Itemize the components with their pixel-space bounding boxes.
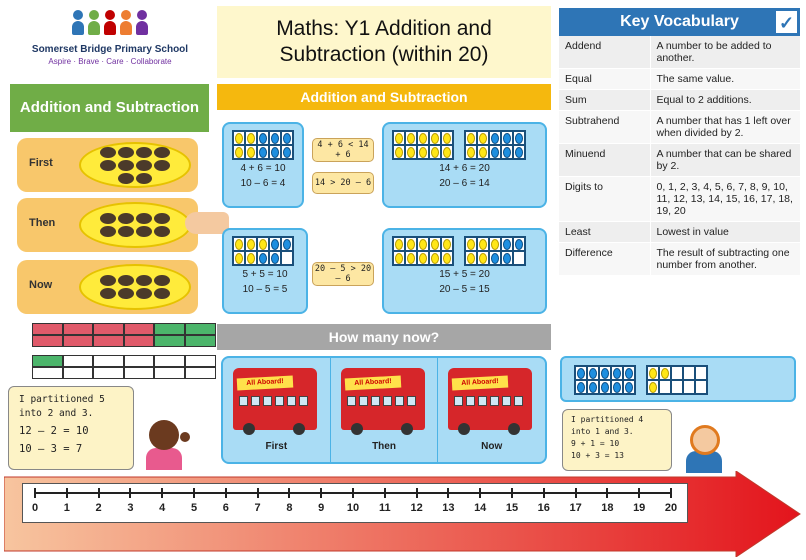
comparison-3: 20 – 5 > 20 – 6 (312, 262, 374, 286)
cookie-icon (118, 173, 134, 184)
number-line-tick (161, 488, 163, 498)
blue-counter-icon (515, 133, 523, 144)
child-avatar (682, 425, 726, 473)
cookie-icon (118, 160, 134, 171)
yellow-counter-icon (443, 253, 451, 264)
blue-counter-icon (259, 133, 267, 144)
yellow-counter-icon (467, 133, 475, 144)
cookie-icon (100, 213, 116, 224)
vocabulary-row (559, 69, 800, 90)
child-avatar (140, 418, 190, 470)
yellow-counter-icon (467, 147, 475, 158)
bus-icon (448, 368, 532, 430)
bar-cell (63, 355, 94, 367)
cookie-icon (100, 160, 116, 171)
equation-1: 14 + 6 = 20 (439, 163, 490, 174)
yellow-counter-icon (479, 133, 487, 144)
vocabulary-definition: Lowest in value (650, 222, 800, 243)
cookie-icon (136, 288, 152, 299)
number-line-tick (34, 488, 36, 498)
number-line-tick (320, 488, 322, 498)
number-line-label: 13 (442, 502, 455, 514)
yellow-counter-icon (649, 382, 657, 393)
yellow-counter-icon (259, 239, 267, 250)
bubble-text: I partitioned 4 into 1 and 3. (571, 415, 644, 436)
yellow-counter-icon (491, 239, 499, 250)
blue-counter-icon (491, 253, 499, 264)
number-line-tick (352, 488, 354, 498)
number-line-tick (606, 488, 608, 498)
blue-counter-icon (515, 147, 523, 158)
bar-cell (154, 367, 185, 379)
number-line-tick (447, 488, 449, 498)
check-icon: ✓ (775, 10, 798, 34)
ten-frame-panel (382, 122, 547, 208)
stage-label: Now (29, 279, 53, 291)
blue-counter-icon (259, 253, 267, 264)
yellow-counter-icon (479, 253, 487, 264)
vocabulary-row (559, 90, 800, 111)
bar-cell (63, 367, 94, 379)
vocabulary-term: Equal (559, 69, 650, 90)
vocabulary-row (559, 222, 800, 243)
bar-cell (93, 355, 124, 367)
cookie-icon (136, 147, 152, 158)
yellow-counter-icon (419, 133, 427, 144)
vocabulary-term: Subtrahend (559, 111, 650, 144)
blue-counter-icon (625, 368, 633, 379)
equation-1: 15 + 5 = 20 (439, 269, 490, 280)
bar-cell (124, 367, 155, 379)
number-line-tick (225, 488, 227, 498)
vocabulary-definition: A number that can be shared by 2. (650, 144, 800, 177)
vocabulary-term: Minuend (559, 144, 650, 177)
bus-cell-first (223, 358, 331, 462)
plate-icon (79, 264, 191, 310)
logo-person-icon (104, 10, 116, 36)
yellow-counter-icon (443, 147, 451, 158)
blue-counter-icon (503, 147, 511, 158)
number-line-label: 15 (505, 502, 519, 514)
bus-sign: All Aboard! (344, 376, 401, 391)
blue-counter-icon (601, 368, 609, 379)
yellow-counter-icon (431, 133, 439, 144)
yellow-counter-icon (443, 133, 451, 144)
bus-label: Then (372, 441, 396, 452)
bar-model-bottom (32, 355, 216, 367)
yellow-counter-icon (431, 253, 439, 264)
blue-counter-icon (271, 147, 279, 158)
bar-cell (63, 323, 94, 335)
blue-counter-icon (283, 133, 291, 144)
bus-label: First (265, 441, 288, 452)
number-line-label: 4 (159, 502, 166, 514)
yellow-counter-icon (247, 147, 255, 158)
bar-cell (124, 355, 155, 367)
vocabulary-row (559, 111, 800, 144)
yellow-counter-icon (395, 239, 403, 250)
yellow-counter-icon (407, 253, 415, 264)
bar-cell (93, 323, 124, 335)
yellow-counter-icon (235, 147, 243, 158)
cookie-icon (154, 160, 170, 171)
bar-model-top (32, 323, 216, 335)
bar-cell (185, 335, 216, 347)
cookie-icon (154, 147, 170, 158)
title-line-1: Maths: Y1 Addition and (276, 16, 492, 40)
stage-label: First (29, 157, 53, 169)
number-line-label: 6 (222, 502, 229, 514)
number-line-tick (129, 488, 131, 498)
number-line-label: 20 (664, 502, 678, 514)
vocabulary-row (559, 243, 800, 276)
blue-counter-icon (283, 239, 291, 250)
blue-counter-icon (503, 253, 511, 264)
bar-model-top-row2 (32, 335, 216, 347)
vocabulary-term: Digits to (559, 177, 650, 222)
vocabulary-definition: 0, 1, 2, 3, 4, 5, 6, 7, 8, 9, 10, 11, 12, 13, 14, 15, 16, 17, 18, 19, 20 (650, 177, 800, 222)
yellow-counter-icon (247, 253, 255, 264)
cookie-icon (118, 147, 134, 158)
yellow-counter-icon (479, 147, 487, 158)
blue-counter-icon (589, 368, 597, 379)
number-line-tick (543, 488, 545, 498)
bus-icon (233, 368, 317, 430)
bus-icon (341, 368, 425, 430)
number-line-label: 9 (318, 502, 325, 514)
bar-cell (63, 335, 94, 347)
yellow-counter-icon (467, 239, 475, 250)
ten-frame (232, 130, 294, 160)
yellow-counter-icon (247, 239, 255, 250)
blue-counter-icon (577, 368, 585, 379)
number-line-tick (511, 488, 513, 498)
comparison-2: 14 > 20 – 6 (312, 172, 374, 194)
number-line-label: 19 (633, 502, 646, 514)
number-line-tick (66, 488, 68, 498)
logo-person-icon (88, 10, 100, 36)
ten-frame-panel (222, 122, 304, 208)
number-line-label: 18 (601, 502, 614, 514)
ten-frame (392, 130, 454, 160)
bus-cell-now (438, 358, 545, 462)
ten-frame (646, 365, 708, 395)
bubble-equation-2: 10 + 3 = 13 (571, 451, 624, 460)
yellow-counter-icon (407, 133, 415, 144)
number-line-label: 17 (569, 502, 582, 514)
cookie-icon (118, 275, 134, 286)
logo-person-icon (120, 10, 132, 36)
how-many-now-heading: How many now? (217, 324, 551, 350)
stage-label: Then (29, 217, 56, 229)
yellow-counter-icon (235, 133, 243, 144)
yellow-counter-icon (431, 239, 439, 250)
equation-2: 10 – 5 = 5 (242, 284, 288, 295)
bus-panel (221, 356, 547, 464)
blue-counter-icon (613, 368, 621, 379)
equation-2: 20 – 6 = 14 (439, 178, 490, 189)
bus-sign: All Aboard! (452, 376, 509, 391)
bubble-equation-2: 10 – 3 = 7 (19, 442, 83, 455)
page-title (217, 6, 551, 78)
bar-cell (32, 355, 63, 367)
vocabulary-definition: The same value. (650, 69, 800, 90)
vocabulary-heading: Key Vocabulary (559, 8, 800, 36)
comparison-1: 4 + 6 < 14 + 6 (312, 138, 374, 162)
cookie-icon (136, 275, 152, 286)
number-line-label: 16 (537, 502, 550, 514)
logo-person-icon (136, 10, 148, 36)
bar-cell (124, 335, 155, 347)
yellow-counter-icon (479, 239, 487, 250)
equation-2: 20 – 5 = 15 (439, 284, 490, 295)
blue-counter-icon (271, 133, 279, 144)
vocabulary-row (559, 36, 800, 69)
cookie-icon (118, 226, 134, 237)
cookie-icon (118, 288, 134, 299)
number-line-label: 2 (95, 502, 102, 514)
number-line-label: 11 (378, 502, 391, 514)
ten-frame (464, 236, 526, 266)
blue-counter-icon (601, 382, 609, 393)
cookie-icon (154, 213, 170, 224)
plate-icon (79, 202, 191, 248)
cookie-icon (154, 226, 170, 237)
vocabulary-definition: Equal to 2 additions. (650, 90, 800, 111)
vocabulary-definition: A number that has 1 left over when divided by 2. (650, 111, 800, 144)
number-line-label: 3 (127, 502, 134, 514)
cookie-icon (136, 173, 152, 184)
yellow-counter-icon (407, 147, 415, 158)
number-line-tick (384, 488, 386, 498)
speech-bubble-left (8, 386, 134, 470)
blue-counter-icon (577, 382, 585, 393)
school-logo (10, 6, 210, 82)
cookie-icon (154, 275, 170, 286)
yellow-counter-icon (467, 253, 475, 264)
number-line-tick (193, 488, 195, 498)
blue-counter-icon (625, 382, 633, 393)
number-line-label: 14 (474, 502, 487, 514)
yellow-counter-icon (395, 147, 403, 158)
blue-counter-icon (271, 239, 279, 250)
equation-2: 10 – 6 = 4 (240, 178, 286, 189)
bar-cell (154, 323, 185, 335)
bar-cell (185, 355, 216, 367)
yellow-counter-icon (395, 133, 403, 144)
yellow-counter-icon (235, 239, 243, 250)
bar-cell (32, 367, 63, 379)
cookie-icon (136, 226, 152, 237)
bar-cell (124, 323, 155, 335)
ten-frame (464, 130, 526, 160)
vocabulary-definition: The result of subtracting one number from another. (650, 243, 800, 276)
number-line-tick (479, 488, 481, 498)
cookie-icon (100, 147, 116, 158)
stage-then (17, 198, 198, 252)
yellow-counter-icon (247, 133, 255, 144)
yellow-counter-icon (235, 253, 243, 264)
number-line-label: 8 (286, 502, 293, 514)
school-motto: Aspire · Brave · Care · Collaborate (48, 57, 172, 66)
number-line-label: 7 (254, 502, 261, 514)
blue-counter-icon (259, 147, 267, 158)
ten-frame-panel (382, 228, 547, 314)
bar-cell (185, 367, 216, 379)
blue-counter-icon (503, 239, 511, 250)
vocabulary-term: Difference (559, 243, 650, 276)
number-line-label: 12 (410, 502, 423, 514)
vocabulary-table (559, 36, 800, 276)
cookie-icon (136, 160, 152, 171)
yellow-counter-icon (407, 239, 415, 250)
ten-frame (574, 365, 636, 395)
blue-counter-icon (283, 147, 291, 158)
equation-1: 4 + 6 = 10 (240, 163, 286, 174)
bar-cell (154, 355, 185, 367)
bus-label: Now (481, 441, 503, 452)
yellow-counter-icon (431, 147, 439, 158)
ten-frame (232, 236, 294, 266)
plate-icon (79, 142, 191, 188)
school-name: Somerset Bridge Primary School (31, 44, 189, 55)
vocabulary-term: Least (559, 222, 650, 243)
cookie-icon (154, 288, 170, 299)
logo-person-icon (72, 10, 84, 36)
bar-cell (185, 323, 216, 335)
number-line-tick (257, 488, 259, 498)
number-line-tick (416, 488, 418, 498)
blue-counter-icon (613, 382, 621, 393)
title-line-2: Subtraction (within 20) (279, 43, 489, 66)
stage-now (17, 260, 198, 314)
yellow-counter-icon (419, 253, 427, 264)
ten-frame-panel (222, 228, 308, 314)
bar-cell (93, 367, 124, 379)
ten-frame (392, 236, 454, 266)
yellow-counter-icon (443, 239, 451, 250)
cookie-icon (136, 213, 152, 224)
equation-1: 5 + 5 = 10 (242, 269, 288, 280)
bar-cell (93, 335, 124, 347)
vocabulary-definition: A number to be added to another. (650, 36, 800, 69)
right-ten-frames (560, 356, 796, 402)
number-line-tick (98, 488, 100, 498)
left-heading: Addition and Subtraction (10, 84, 209, 132)
blue-counter-icon (271, 253, 279, 264)
bar-cell (32, 335, 63, 347)
blue-counter-icon (503, 133, 511, 144)
bar-cell (32, 323, 63, 335)
bubble-equation-1: 12 – 2 = 10 (19, 424, 89, 437)
stage-first (17, 138, 198, 192)
vocabulary-row (559, 144, 800, 177)
bus-cell-then (331, 358, 439, 462)
number-line-label: 10 (346, 502, 360, 514)
number-line-tick (670, 488, 672, 498)
yellow-counter-icon (649, 368, 657, 379)
middle-heading: Addition and Subtraction (217, 84, 551, 110)
bar-model-bottom-row2 (32, 367, 216, 379)
bar-cell (154, 335, 185, 347)
yellow-counter-icon (661, 368, 669, 379)
bus-sign: All Aboard! (237, 376, 294, 391)
number-line (22, 483, 688, 523)
yellow-counter-icon (419, 239, 427, 250)
yellow-counter-icon (395, 253, 403, 264)
yellow-counter-icon (419, 147, 427, 158)
bubble-text: I partitioned 5 into 2 and 3. (19, 394, 105, 419)
number-line-label: 1 (63, 502, 70, 514)
blue-counter-icon (491, 133, 499, 144)
blue-counter-icon (515, 239, 523, 250)
cookie-icon (100, 275, 116, 286)
number-line-tick (575, 488, 577, 498)
number-line-label: 0 (31, 502, 39, 514)
vocabulary-row (559, 177, 800, 222)
number-line-tick (288, 488, 290, 498)
blue-counter-icon (491, 147, 499, 158)
bubble-equation-1: 9 + 1 = 10 (571, 439, 620, 448)
vocabulary-term: Addend (559, 36, 650, 69)
cookie-icon (100, 288, 116, 299)
logo-figures (10, 10, 210, 40)
cookie-icon (100, 226, 116, 237)
cookie-icon (118, 213, 134, 224)
number-line-label: 5 (190, 502, 198, 514)
speech-bubble-right (562, 409, 672, 471)
number-line-tick (638, 488, 640, 498)
vocabulary-term: Sum (559, 90, 650, 111)
blue-counter-icon (589, 382, 597, 393)
